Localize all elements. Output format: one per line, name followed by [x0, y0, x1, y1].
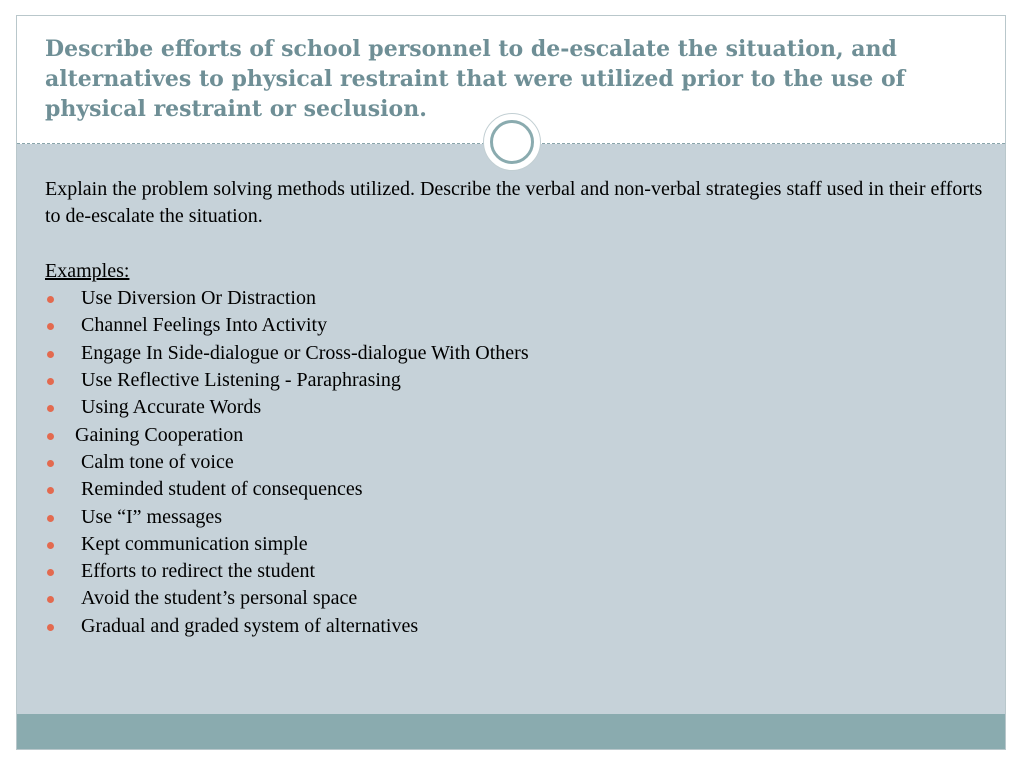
- list-item-text: Gradual and graded system of alternatives: [81, 614, 419, 637]
- ring-ornament-icon: [483, 113, 541, 171]
- list-item: [45, 449, 985, 476]
- footer-band: [17, 714, 1005, 749]
- list-item: [45, 285, 985, 312]
- list-item: [45, 558, 985, 585]
- bullet-dot-icon: [47, 323, 54, 330]
- list-item-text: Engage In Side-dialogue or Cross-dialogue With Others: [81, 341, 529, 364]
- list-item-text: Using Accurate Words: [81, 396, 262, 419]
- list-item: [45, 394, 985, 421]
- list-item-text: Calm tone of voice: [81, 450, 234, 473]
- list-item: [45, 422, 985, 449]
- intro-paragraph: Explain the problem solving methods utilized. Describe the verbal and non-verbal strategies staff used in their efforts to de-escalate the situation.: [45, 178, 983, 228]
- list-item: [45, 585, 985, 612]
- bullet-dot-icon: [47, 487, 54, 494]
- list-item-text: Kept communication simple: [81, 532, 308, 555]
- bullet-dot-icon: [47, 351, 54, 358]
- list-item: [45, 340, 985, 367]
- bullet-dot-icon: [47, 378, 54, 385]
- list-item-text: Gaining Cooperation: [75, 423, 244, 446]
- examples-list: [45, 285, 985, 640]
- bullet-dot-icon: [47, 569, 54, 576]
- bullet-dot-icon: [47, 542, 54, 549]
- list-item-text: Channel Feelings Into Activity: [81, 314, 328, 337]
- list-item-text: Efforts to redirect the student: [81, 560, 316, 583]
- bullet-dot-icon: [47, 515, 54, 522]
- list-item-text: Avoid the student’s personal space: [81, 587, 358, 610]
- bullet-dot-icon: [47, 433, 54, 440]
- list-item: [45, 367, 985, 394]
- slide-title: Describe efforts of school personnel to de-escalate the situation, and alternatives to physical restraint that were utilized prior to the use of physical restraint or seclusion.: [45, 36, 906, 122]
- list-item: [45, 613, 985, 640]
- bullet-dot-icon: [47, 460, 54, 467]
- list-item-text: Use Diversion Or Distraction: [81, 287, 316, 310]
- ring-inner: [490, 120, 534, 164]
- bullet-dot-icon: [47, 296, 54, 303]
- bullet-dot-icon: [47, 596, 54, 603]
- body-text: [45, 176, 985, 640]
- slide: [16, 15, 1006, 750]
- list-item-text: Reminded student of consequences: [81, 478, 363, 501]
- bullet-dot-icon: [47, 624, 54, 631]
- list-item-text: Use Reflective Listening - Paraphrasing: [81, 369, 401, 392]
- list-item-text: Use “I” messages: [81, 505, 223, 528]
- list-item: [45, 476, 985, 503]
- bullet-dot-icon: [47, 405, 54, 412]
- examples-label: Examples:: [45, 259, 130, 282]
- list-item: [45, 504, 985, 531]
- list-item: [45, 531, 985, 558]
- list-item: [45, 312, 985, 339]
